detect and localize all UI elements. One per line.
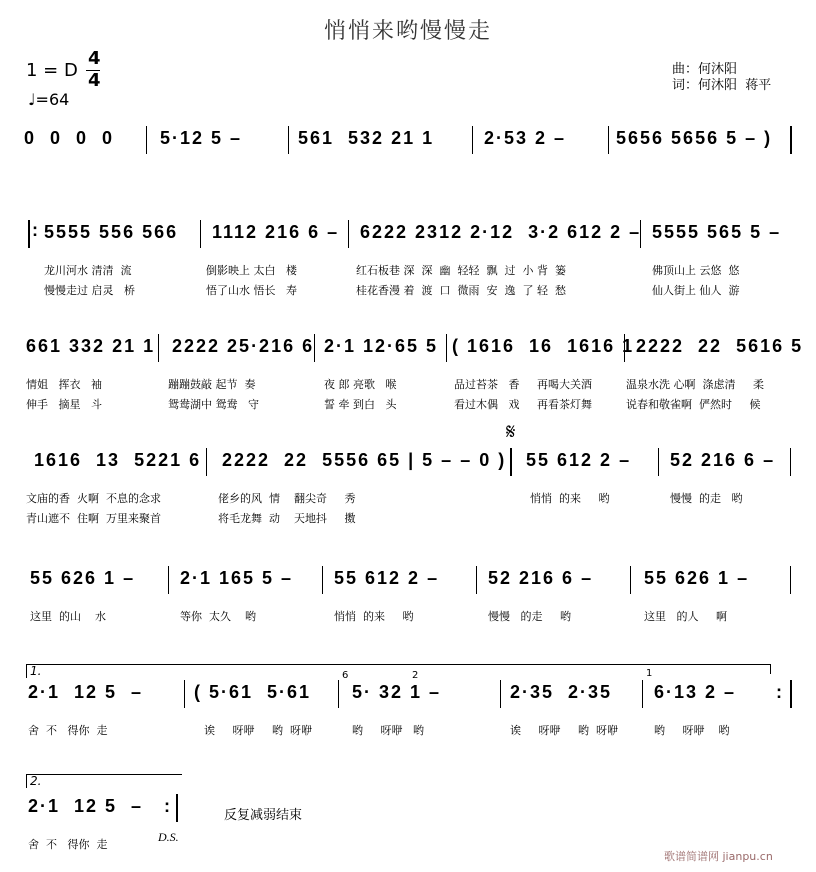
measure-notes: 1616 13 5221 6 — [34, 450, 202, 470]
lyric-line-1: 情姐 挥衣 袖 — [26, 378, 102, 391]
grace-note: 2 — [412, 670, 419, 681]
lyric-line-1: 佬乡的风 情 翻尖奇 秀 — [218, 492, 356, 505]
lyric-line-1: 夜 郎 亮歌 喉 — [324, 378, 397, 391]
lyric-line-2: 说春和敬雀啊 俨然时 候 — [626, 398, 761, 411]
grace-note: 1 — [646, 668, 653, 679]
lyric-line-2: 伸手 摘星 斗 — [26, 398, 102, 411]
lyrics-credit: 词：何沐阳 蒋平 — [672, 78, 772, 93]
lyric-line-2: 鸳鸯湖中 鸳鸯 守 — [168, 398, 259, 411]
lyric-line-2: 看过木偶 戏 再看茶灯舞 — [454, 398, 592, 411]
repeat-end-dots: : — [776, 682, 784, 702]
ending-instruction: 反复减弱结束 — [224, 808, 303, 823]
lyric-line-1: 佛顶山上 云悠 悠 — [652, 264, 740, 277]
lyric-line-2: 仙人街上 仙人 游 — [652, 284, 740, 297]
lyric-line-1: 这里 的山 水 — [30, 610, 106, 623]
repeat-end-dots: : — [164, 796, 172, 816]
measure-notes: 561 532 21 1 — [298, 128, 435, 148]
lyric-line-2: 悟了山水 悟长 寿 — [206, 284, 297, 297]
measure-notes: 2222 22 5616 5 — [636, 336, 804, 356]
measure-notes: 55 626 1 – — [30, 568, 136, 588]
measure-notes: 2·35 2·35 — [510, 682, 613, 702]
lyric-line-2: 慢慢走过 启灵 桥 — [44, 284, 135, 297]
lyric-line-1: 蹦蹦鼓敲 起节 奏 — [168, 378, 256, 391]
song-title: 悄悄来哟慢慢走 — [323, 19, 492, 44]
lyric-line-1: 这里 的人 啊 — [644, 610, 727, 623]
lyric-line-2: 桂花香漫 着 渡 口 微雨 安 逸 了 轻 愁 — [356, 284, 566, 297]
measure-notes: 2·1 12 5 – — [28, 796, 144, 816]
measure-notes: 5· 32 1 – — [352, 682, 442, 702]
measure-notes: 661 332 21 1 — [26, 336, 156, 356]
segno-sign: 𝄋 — [506, 420, 516, 445]
measure-notes: 0 0 0 0 — [24, 128, 115, 148]
lyric-line-1: 龙川河水 清清 流 — [44, 264, 132, 277]
measure-notes: 55 612 2 – — [526, 450, 632, 470]
measure-notes: 2·1 12·65 5 — [324, 336, 439, 356]
lyric-line-1: 慢慢 的走 哟 — [488, 610, 571, 623]
time-signature-bottom: 4 — [88, 70, 101, 91]
time-signature-top: 4 — [88, 48, 101, 69]
grace-note: 6 — [342, 670, 349, 681]
measure-notes: 5555 565 5 – — [652, 222, 782, 242]
lyric-line-1: 悄悄 的来 哟 — [334, 610, 414, 623]
measure-notes: 5656 5656 5 – ) — [616, 128, 773, 148]
lyric-line-1: 诶 呀咿 哟 呀咿 — [510, 724, 618, 737]
lyric-line-1: 悄悄 的来 哟 — [530, 492, 610, 505]
lyric-line-1: 等你 太久 哟 — [180, 610, 256, 623]
lyric-line-2: 将毛龙舞 动 天地抖 擞 — [218, 512, 356, 525]
lyric-line-1: 温泉水洗 心啊 涤虑清 柔 — [626, 378, 764, 391]
measure-notes: 2·1 12 5 – — [28, 682, 144, 702]
music-credit: 曲：何沐阳 — [672, 62, 738, 77]
repeat-start-dots: : — [32, 220, 40, 240]
lyric-line-1: 哟 呀咿 哟 — [654, 724, 730, 737]
measure-notes: 6·13 2 – — [654, 682, 737, 702]
lyric-line-1: 文庙的香 火啊 不息的念求 — [26, 492, 161, 505]
measure-notes: 2222 22 5556 65 | 5 – – 0 ) — [222, 450, 507, 470]
measure-notes: 55 626 1 – — [644, 568, 750, 588]
lyric-line-1: 哟 呀咿 哟 — [352, 724, 424, 737]
measure-notes: 5·12 5 – — [160, 128, 243, 148]
lyric-line-1: 舍 不 得你 走 — [28, 838, 108, 851]
volta-1-label: 1. — [30, 664, 42, 678]
measure-notes: 2222 25·216 6 — [172, 336, 315, 356]
measure-notes: 1112 216 6 – — [212, 222, 340, 242]
tempo-marking: ♩=64 — [28, 90, 70, 109]
lyric-line-1: 舍 不 得你 走 — [28, 724, 108, 737]
measure-notes: ( 1616 16 1616 1 — [452, 336, 635, 356]
key-signature: 1 = D — [26, 60, 78, 81]
lyric-line-1: 诶 呀咿 哟 呀咿 — [204, 724, 312, 737]
lyric-line-1: 红石板巷 深 深 幽 轻轻 飘 过 小 背 篓 — [356, 264, 566, 277]
measure-notes: 52 216 6 – — [670, 450, 776, 470]
volta-2-label: 2. — [30, 774, 42, 788]
measure-notes: 52 216 6 – — [488, 568, 594, 588]
measure-notes: 55 612 2 – — [334, 568, 440, 588]
lyric-line-1: 倒影映上 太白 楼 — [206, 264, 297, 277]
measure-notes: ( 5·61 5·61 — [194, 682, 312, 702]
watermark: 歌谱简谱网 jianpu.cn — [664, 850, 773, 863]
measure-notes: 2·1 165 5 – — [180, 568, 294, 588]
lyric-line-1: 品过苔茶 香 再喝大关酒 — [454, 378, 592, 391]
lyric-line-2: 青山遮不 住啊 万里来聚首 — [26, 512, 161, 525]
ds-mark: D.S. — [158, 830, 179, 844]
measure-notes: 2·53 2 – — [484, 128, 567, 148]
measure-notes: 6222 2312 2·12 3·2 612 2 – — [360, 222, 642, 242]
measure-notes: 5555 556 566 — [44, 222, 179, 242]
lyric-line-2: 誓 牵 到白 头 — [324, 398, 397, 411]
lyric-line-1: 慢慢 的走 哟 — [670, 492, 743, 505]
